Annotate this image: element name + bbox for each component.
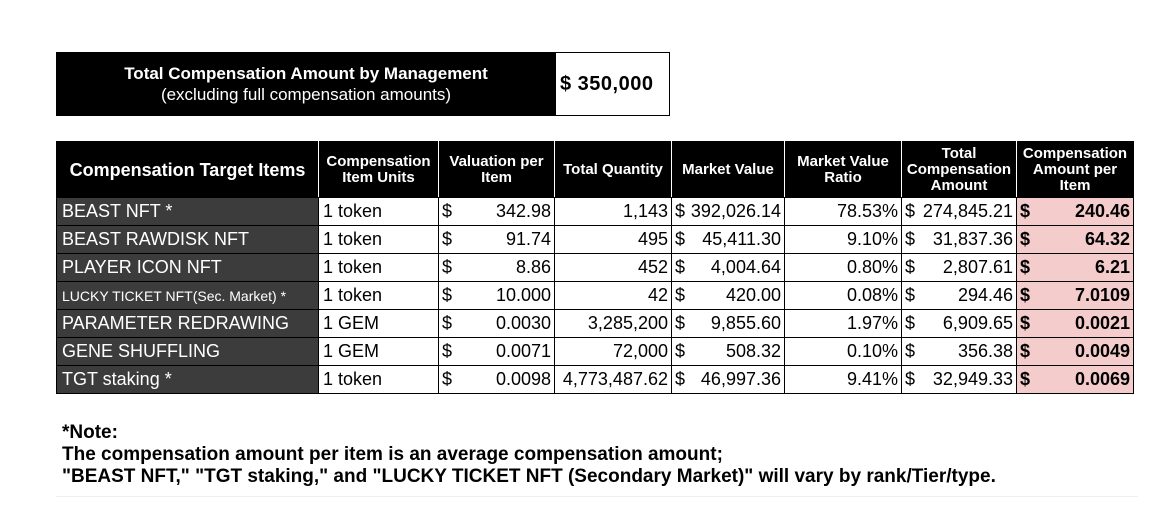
header-item-units: Compensation Item Units [319, 142, 439, 198]
divider [56, 496, 1138, 497]
note-line1: The compensation amount per item is an average compensation amount; [62, 444, 723, 465]
valuation-value: 0.0098 [495, 369, 551, 389]
currency-symbol: $ [1020, 257, 1031, 277]
currency-symbol: $ [675, 285, 686, 305]
currency-symbol: $ [675, 229, 686, 249]
total-compensation: 274,845.21 [922, 201, 1013, 221]
total-quantity: 4,773,487.62 [555, 366, 672, 394]
header-market-value: Market Value [672, 142, 785, 198]
market-value-ratio: 9.10% [785, 226, 902, 254]
market-value-cell [672, 282, 785, 310]
market-value-cell [672, 310, 785, 338]
item-name: PARAMETER REDRAWING [57, 310, 319, 338]
compensation-table [56, 141, 1134, 394]
currency-symbol: $ [675, 313, 686, 333]
valuation-cell [439, 198, 555, 226]
market-value-cell [672, 198, 785, 226]
table-row [57, 310, 1134, 338]
total-compensation-cell [902, 254, 1017, 282]
currency-symbol: $ [905, 201, 916, 221]
total-compensation-cell [902, 282, 1017, 310]
summary-label-line2: (excluding full compensation amounts) [160, 85, 452, 104]
per-item-value: 240.46 [1074, 201, 1130, 221]
item-units: 1 token [319, 282, 439, 310]
summary-label [57, 53, 555, 115]
table-row [57, 338, 1134, 366]
total-compensation-cell [902, 198, 1017, 226]
table-row [57, 366, 1134, 394]
per-item-value: 6.21 [1094, 257, 1130, 277]
total-compensation-cell [902, 310, 1017, 338]
currency-symbol: $ [442, 313, 453, 333]
market-value: 420.00 [725, 285, 781, 305]
currency-symbol: $ [675, 201, 686, 221]
currency-symbol: $ [905, 369, 916, 389]
item-name: TGT staking * [57, 366, 319, 394]
market-value-cell [672, 226, 785, 254]
market-value-ratio: 0.80% [785, 254, 902, 282]
item-units: 1 token [319, 226, 439, 254]
item-units: 1 token [319, 366, 439, 394]
total-compensation-cell [902, 338, 1017, 366]
table-row [57, 198, 1134, 226]
total-compensation: 31,837.36 [932, 229, 1013, 249]
currency-symbol: $ [442, 201, 453, 221]
currency-symbol: $ [442, 369, 453, 389]
per-item-cell [1017, 338, 1134, 366]
valuation-value: 0.0030 [495, 313, 551, 333]
market-value: 45,411.30 [702, 229, 781, 249]
footnote [62, 422, 996, 488]
market-value: 508.32 [725, 341, 781, 361]
total-quantity: 1,143 [555, 198, 672, 226]
currency-symbol: $ [675, 369, 686, 389]
valuation-value: 0.0071 [495, 341, 551, 361]
per-item-cell [1017, 282, 1134, 310]
item-name: BEAST NFT * [57, 198, 319, 226]
market-value-cell [672, 366, 785, 394]
valuation-cell [439, 254, 555, 282]
header-compensation-per-item: Compensation Amount per Item [1017, 142, 1134, 198]
market-value-ratio: 0.08% [785, 282, 902, 310]
currency-symbol: $ [442, 341, 453, 361]
currency-symbol: $ [905, 285, 916, 305]
valuation-cell [439, 366, 555, 394]
currency-symbol: $ [1020, 201, 1031, 221]
total-quantity: 452 [555, 254, 672, 282]
valuation-value: 8.86 [515, 257, 551, 277]
currency-symbol: $ [1020, 341, 1031, 361]
header-target-items: Compensation Target Items [57, 142, 319, 198]
total-compensation: 2,807.61 [942, 257, 1013, 277]
market-value-ratio: 78.53% [785, 198, 902, 226]
currency-symbol: $ [905, 313, 916, 333]
item-units: 1 token [319, 254, 439, 282]
currency-symbol: $ [1020, 285, 1031, 305]
market-value-ratio: 0.10% [785, 338, 902, 366]
header-market-value-ratio: Market Value Ratio [785, 142, 902, 198]
item-name: GENE SHUFFLING [57, 338, 319, 366]
note-title: *Note: [62, 422, 118, 443]
market-value: 46,997.36 [700, 369, 781, 389]
item-name: LUCKY TICKET NFT(Sec. Market) * [57, 282, 319, 310]
currency-symbol: $ [1020, 229, 1031, 249]
currency-symbol: $ [1020, 369, 1031, 389]
market-value-ratio: 1.97% [785, 310, 902, 338]
table-row [57, 226, 1134, 254]
market-value: 392,026.14 [690, 201, 781, 221]
total-compensation-cell [902, 226, 1017, 254]
summary-value: $ 350,000 [555, 53, 669, 115]
item-units: 1 GEM [319, 310, 439, 338]
per-item-cell [1017, 254, 1134, 282]
per-item-value: 0.0021 [1074, 313, 1130, 333]
per-item-value: 7.0109 [1074, 285, 1130, 305]
summary-label-line1: Total Compensation Amount by Management [124, 64, 488, 83]
valuation-cell [439, 338, 555, 366]
currency-symbol: $ [442, 285, 453, 305]
market-value-cell [672, 338, 785, 366]
valuation-cell [439, 282, 555, 310]
total-quantity: 3,285,200 [555, 310, 672, 338]
table-row [57, 254, 1134, 282]
currency-symbol: $ [905, 257, 916, 277]
total-compensation: 32,949.33 [932, 369, 1013, 389]
currency-symbol: $ [1020, 313, 1031, 333]
total-compensation-summary [56, 52, 670, 116]
header-valuation: Valuation per Item [439, 142, 555, 198]
per-item-cell [1017, 366, 1134, 394]
header-total-compensation: Total Compensation Amount [902, 142, 1017, 198]
total-compensation: 294.46 [957, 285, 1013, 305]
currency-symbol: $ [442, 257, 453, 277]
total-quantity: 42 [555, 282, 672, 310]
per-item-value: 64.32 [1084, 229, 1130, 249]
per-item-cell [1017, 226, 1134, 254]
valuation-value: 91.74 [505, 229, 551, 249]
total-compensation: 356.38 [957, 341, 1013, 361]
total-quantity: 72,000 [555, 338, 672, 366]
currency-symbol: $ [675, 257, 686, 277]
market-value: 9,855.60 [710, 313, 781, 333]
valuation-cell [439, 310, 555, 338]
header-total-quantity: Total Quantity [555, 142, 672, 198]
table-header-row [57, 142, 1134, 198]
table-row [57, 282, 1134, 310]
currency-symbol: $ [905, 341, 916, 361]
valuation-value: 342.98 [495, 201, 551, 221]
market-value-ratio: 9.41% [785, 366, 902, 394]
note-line2: "BEAST NFT," "TGT staking," and "LUCKY TICKET NFT (Secondary Market)" will vary by rank/Tier/type. [62, 466, 996, 487]
currency-symbol: $ [442, 229, 453, 249]
total-compensation: 6,909.65 [942, 313, 1013, 333]
per-item-cell [1017, 198, 1134, 226]
market-value: 4,004.64 [710, 257, 781, 277]
valuation-value: 10.000 [495, 285, 551, 305]
valuation-cell [439, 226, 555, 254]
total-compensation-cell [902, 366, 1017, 394]
per-item-cell [1017, 310, 1134, 338]
item-units: 1 GEM [319, 338, 439, 366]
item-name: BEAST RAWDISK NFT [57, 226, 319, 254]
currency-symbol: $ [905, 229, 916, 249]
per-item-value: 0.0069 [1074, 369, 1130, 389]
currency-symbol: $ [675, 341, 686, 361]
total-quantity: 495 [555, 226, 672, 254]
item-name: PLAYER ICON NFT [57, 254, 319, 282]
item-units: 1 token [319, 198, 439, 226]
per-item-value: 0.0049 [1074, 341, 1130, 361]
market-value-cell [672, 254, 785, 282]
